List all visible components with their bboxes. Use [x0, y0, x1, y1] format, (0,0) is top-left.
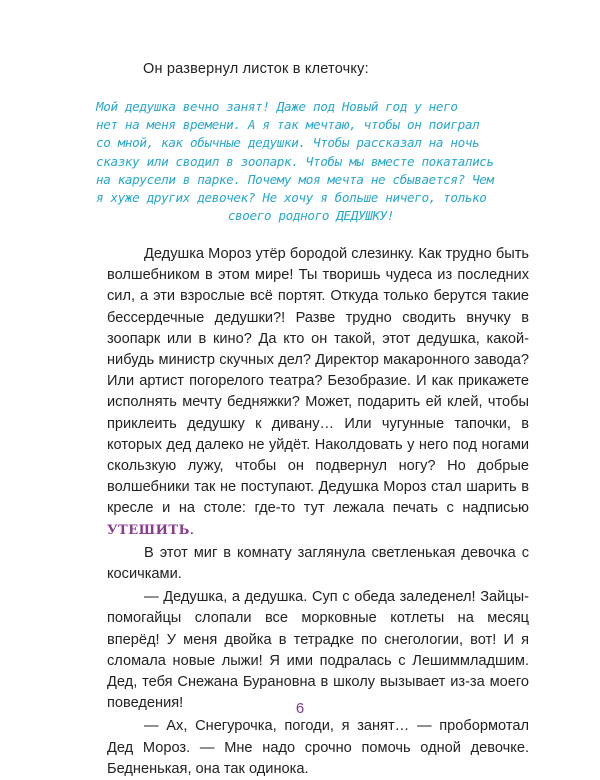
note-line: я хуже других девочек? Не хочу я больше ничего, только	[96, 190, 487, 206]
note-line: сказку или сводил в зоопарк. Чтобы мы вместе покатались	[96, 153, 494, 169]
paragraph: — Дедушка, а дедушка. Суп с обеда заледенел! Зайцы-помогайцы слопали все морковные котлеты на месяц вперёд! У меня двойка в тетрадке по снегологии, вот! И я сломала новые лыжи! Я ими подралась с Лешиммладшим. Дед, тебя Снежана Бурановна в школу вызывает из-за моего поведения!	[107, 589, 529, 712]
note-line: Мой дедушка вечно занят! Даже под Новый год у него	[96, 99, 458, 114]
note-line: на карусели в парке. Почему моя мечта не сбывается? Чем	[96, 171, 494, 187]
note-line: со мной, как обычные дедушки. Чтобы рассказал на ночь	[96, 135, 480, 151]
stamp-word: УТЕШИТЬ	[107, 522, 190, 538]
page-number: 6	[295, 700, 305, 717]
paragraph-text: Дедушка Мороз утёр бородой слезинку. Как трудно быть волшебником в этом мире! Ты творишь чудеса из последних сил, а эти взрослые всё портят. Откуда только берутся такие бессердечные дедушки?! Разве трудно сводить внучку в зоопарк или в кино? Да кто он такой, этот дедушка, какой-нибудь министр скучных дел? Директор макаронного завода? Или артист погорелого театра? Безобразие. И как прикажете исполнять мечту бедняжки? Может, подарить ей клей, чтобы приклеить дедушку к дивану… Или чугунные тапочки, в которых дед далеко не уйдёт. Наколдовать у него под ногами скользкую лужу, чтобы он подвернул ногу? Но добрые волшебники так не поступают. Дедушка Мороз стал шарить в кресле и на столе: где-то тут лежала печать с надписью	[107, 246, 529, 517]
paragraph-end: .	[189, 521, 194, 538]
note-line: своего родного ДЕДУШКУ!	[227, 208, 395, 224]
intro-line: Он развернул листок в клеточку:	[143, 61, 369, 77]
note-line: нет на меня времени. А я так мечтаю, чтобы он поиграл	[96, 117, 480, 133]
paragraph	[107, 244, 529, 541]
handwritten-note	[96, 98, 526, 225]
paragraph: — Ах, Снегурочка, погоди, я занят… — пробормотал Дед Мороз. — Мне надо срочно помочь одной девочке. Бедненькая, она так одинока.	[107, 718, 529, 777]
paragraph: В этот миг в комнату заглянула светленькая девочка с косичками.	[107, 544, 529, 583]
